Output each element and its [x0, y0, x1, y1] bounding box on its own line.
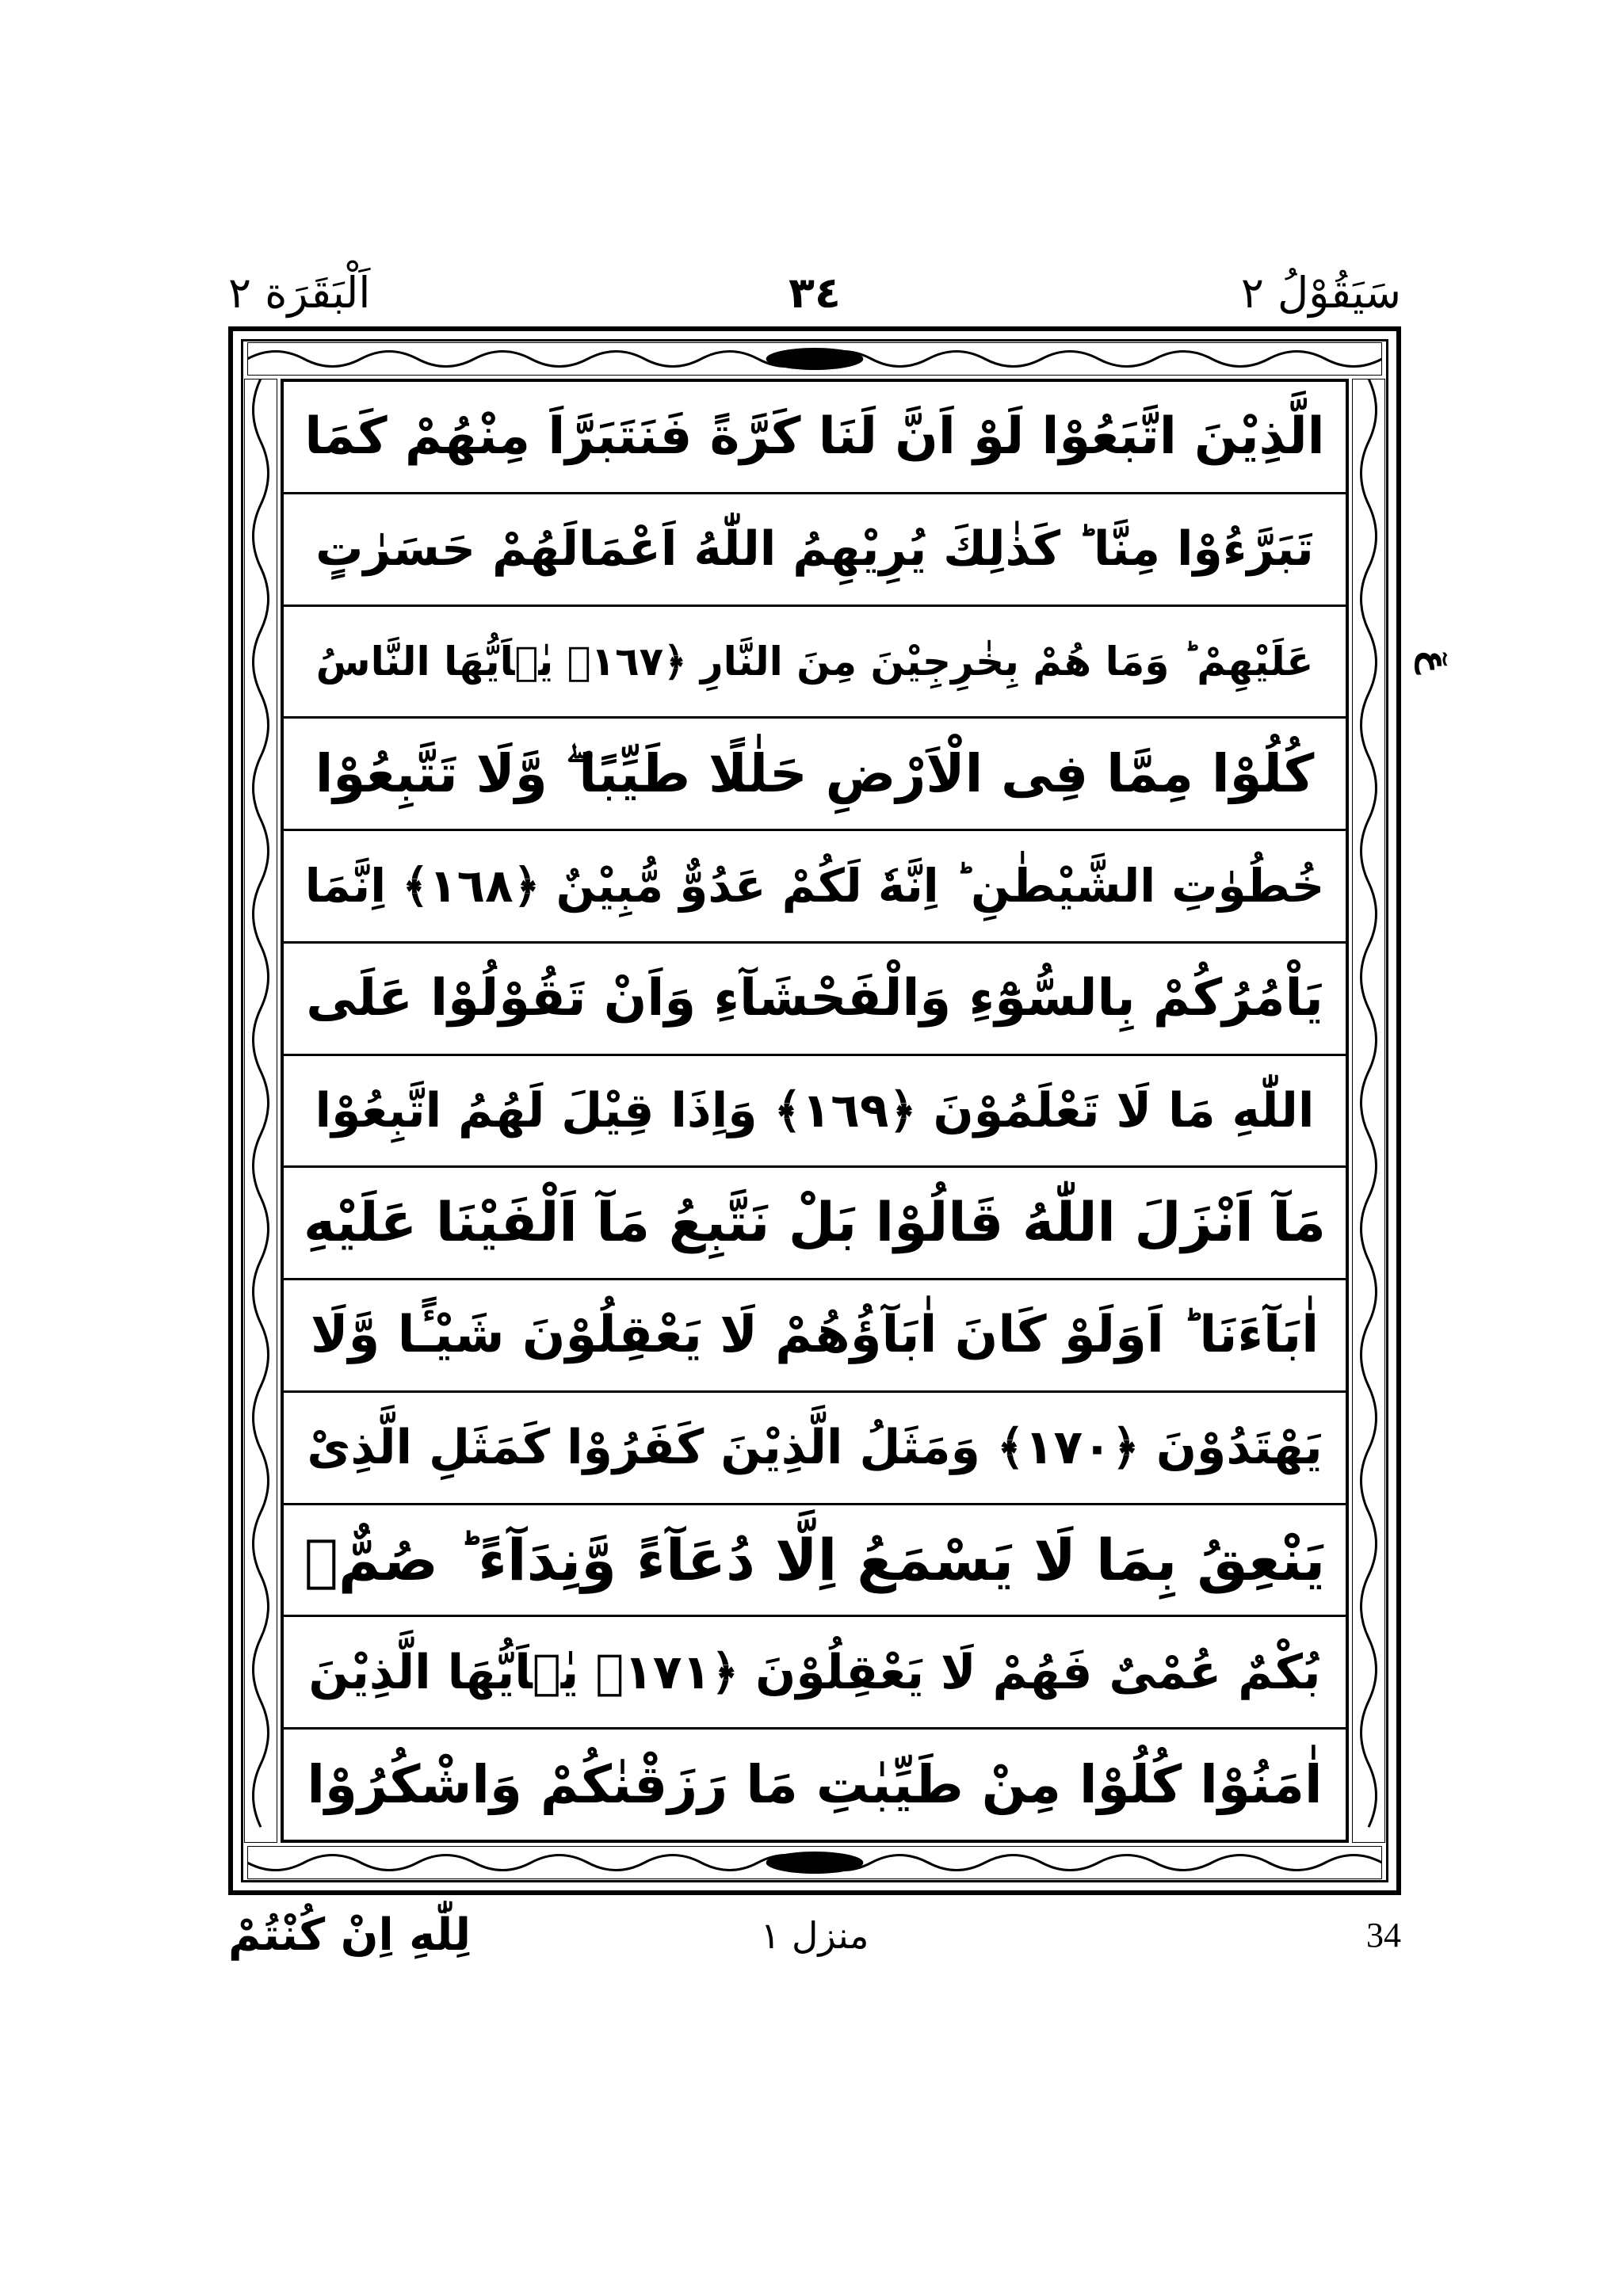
manzil-label: منزل ١: [760, 1914, 869, 1957]
line-text: تَبَرَّءُوْا مِنَّا ؕ كَذٰلِكَ يُرِيْهِمُ اللّٰهُ اَعْمَالَهُمْ حَسَرٰتٍ: [315, 521, 1314, 578]
text-line: [284, 1168, 1346, 1280]
line-text: اٰمَنُوْا كُلُوْا مِنْ طَيِّبٰتِ مَا رَزَقْنٰكُمْ وَاشْكُرُوْا: [307, 1753, 1323, 1815]
text-line: [284, 382, 1346, 494]
page-header: [228, 261, 1401, 325]
ruku-marker-text: عٓ: [1414, 649, 1455, 674]
text-line: [284, 1393, 1346, 1505]
text-line: [284, 1617, 1346, 1730]
line-text: بُكْمٌ عُمْىٌ فَهُمْ لَا يَعْقِلُوْنَ ﴿١٧١﴾ يٰۤاَيُّهَا الَّذِيْنَ: [308, 1644, 1321, 1700]
line-text: يَهْتَدُوْنَ ﴿١٧٠﴾ وَمَثَلُ الَّذِيْنَ كَفَرُوْا كَمَثَلِ الَّذِىْ: [307, 1420, 1323, 1476]
surah-title: اَلْبَقَرَة ٢: [228, 268, 371, 318]
page-number-arabic: ٣٤: [789, 268, 841, 318]
line-text: اٰبَآءَنَا ؕ اَوَلَوْ كَانَ اٰبَآؤُهُمْ لَا يَعْقِلُوْنَ شَيْـًٔا وَّلَا: [310, 1306, 1319, 1365]
text-line: [284, 1730, 1346, 1840]
line-text: الَّذِيْنَ اتَّبَعُوْا لَوْ اَنَّ لَنَا كَرَّةً فَنَتَبَرَّاَ مِنْهُمْ كَمَا: [304, 406, 1325, 466]
ornament-band-left: [244, 379, 277, 1843]
ornament-band-bottom: [247, 1846, 1382, 1879]
text-line: [284, 1505, 1346, 1618]
text-line: [284, 494, 1346, 607]
page-number: 34: [1366, 1916, 1401, 1955]
text-line: [284, 719, 1346, 831]
line-text: اللّٰهِ مَا لَا تَعْلَمُوْنَ ﴿١٦٩﴾ وَاِذَا قِيْلَ لَهُمُ اتَّبِعُوْا: [315, 1082, 1315, 1138]
line-text: مَآ اَنْزَلَ اللّٰهُ قَالُوْا بَلْ نَتَّبِعُ مَآ اَلْفَيْنَا عَلَيْهِ: [304, 1191, 1326, 1254]
text-line: [284, 944, 1346, 1056]
page-footer: [228, 1908, 1401, 1971]
ornament-band-top: [247, 342, 1382, 376]
line-text: يَاْمُرُكُمْ بِالسُّوْٓءِ وَالْفَحْشَآءِ وَاَنْ تَقُوْلُوْا عَلَى: [306, 968, 1323, 1028]
text-line: [284, 607, 1346, 719]
line-text: كُلُوْا مِمَّا فِى الْاَرْضِ حَلٰلًا طَيِّبًا ۖ وَّلَا تَتَّبِعُوْا: [315, 743, 1315, 805]
line-text: عَلَيْهِمْ ؕ وَمَا هُمْ بِخٰرِجِيْنَ مِنَ النَّارِ ﴿١٦٧﴾ يٰۤاَيُّهَا النَّاسُ: [315, 638, 1314, 685]
catchword: لِلّٰهِ اِنْ كُنْتُمْ: [228, 1909, 472, 1961]
ruku-margin-marker: [1411, 602, 1458, 721]
text-line: [284, 1056, 1346, 1169]
line-text: يَنْعِقُ بِمَا لَا يَسْمَعُ اِلَّا دُعَآءً وَّنِدَآءً ؕ صُمٌّۢ: [304, 1526, 1326, 1593]
page-frame: [228, 326, 1401, 1895]
verse-text-box: [281, 379, 1349, 1843]
text-line: [284, 1280, 1346, 1393]
text-line: [284, 831, 1346, 944]
ornament-band-right: [1352, 379, 1385, 1843]
line-text: خُطُوٰتِ الشَّيْطٰنِ ؕ اِنَّهٗ لَكُمْ عَدُوٌّ مُّبِيْنٌ ﴿١٦٨﴾ اِنَّمَا: [304, 858, 1325, 913]
juz-title: سَيَقُوْلُ ٢: [1240, 268, 1401, 318]
